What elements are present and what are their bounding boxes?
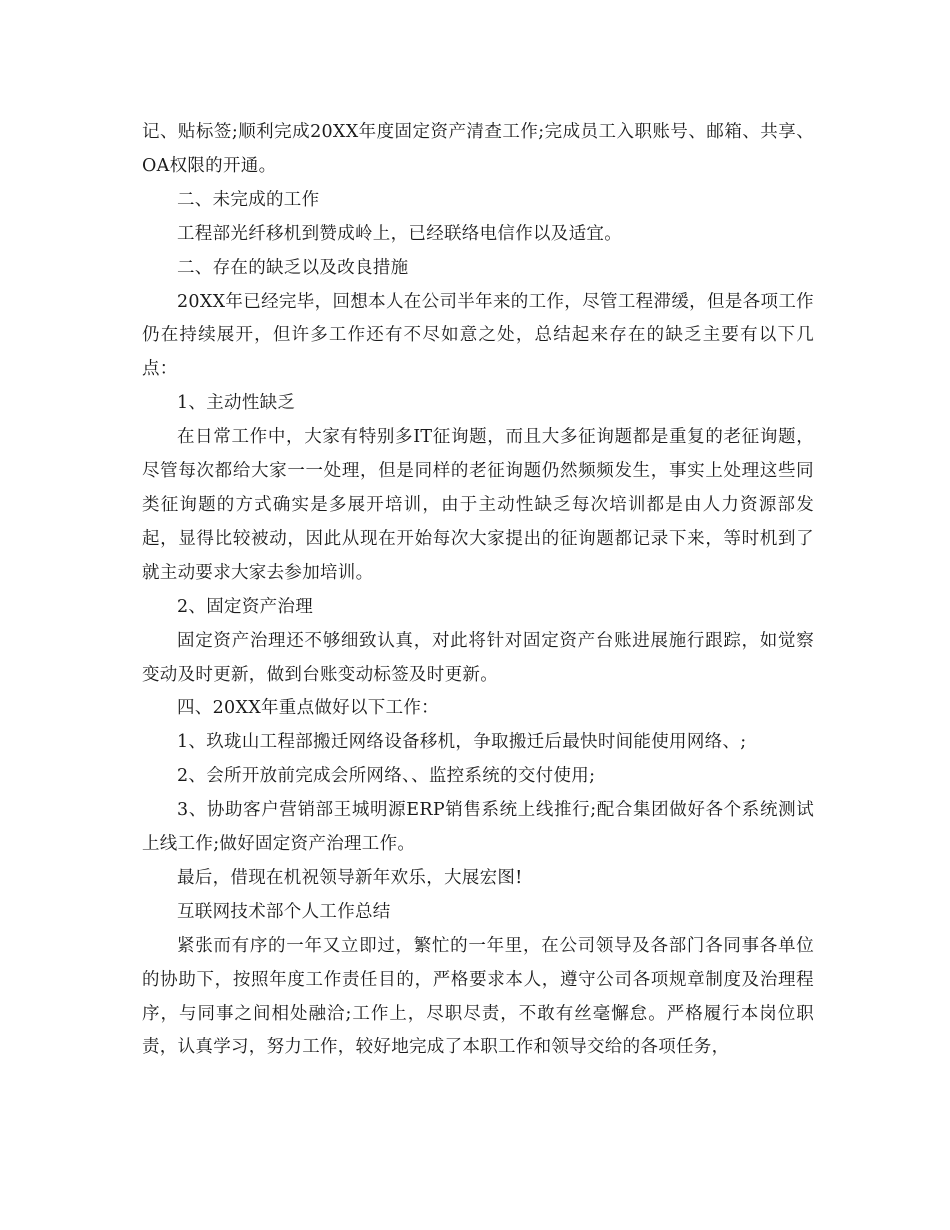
paragraph-1: 记、贴标签;顺利完成20XX年度固定资产清查工作;完成员工入职账号、邮箱、共享、OA权限的开通。: [142, 122, 814, 176]
document-body: [142, 116, 814, 1065]
subheading-fixed-assets: 2、固定资产治理: [177, 596, 314, 617]
section-title: 互联网技术部个人工作总结: [177, 901, 391, 922]
list-item-2: 2、会所开放前完成会所网络、、监控系统的交付使用;: [177, 766, 596, 787]
list-item-3: 3、协助客户营销部王城明源ERP销售系统上线推行;配合集团做好各个系统测试上线工作;做好固定资产治理工作。: [142, 800, 814, 855]
paragraph-6: 紧张而有序的一年又立即过，繁忙的一年里，在公司领导及各部门各同事各单位的协助下，按照年度工作责任目的，严格要求本人，遵守公司各项规章制度及治理程序，与同事之间相处融洽;工作上，尽职尽责，不敢有丝毫懈怠。严格履行本岗位职责，认真学习，努力工作，较好地完成了本职工作和领导交给的各项任务，: [142, 935, 814, 1058]
heading-unfinished-work: 二、未完成的工作: [177, 189, 320, 210]
paragraph-3: 20XX年已经完毕，回想本人在公司半年来的工作，尽管工程滞缓，但是各项工作仍在持续展开，但许多工作还有不尽如意之处，总结起来存在的缺乏主要有以下几点：: [142, 291, 814, 380]
paragraph-5: 固定资产治理还不够细致认真，对此将针对固定资产台账进展施行跟踪，如觉察变动及时更新，做到台账变动标签及时更新。: [142, 630, 814, 685]
paragraph-4: 在日常工作中，大家有特别多IT征询题，而且大多征询题都是重复的老征询题，尽管每次都给大家一一处理，但是同样的老征询题仍然频频发生，事实上处理这些同类征询题的方式确实是多展开培训，由于主动性缺乏每次培训都是由人力资源部发起，显得比较被动，因此从现在开始每次大家提出的征询题都记录下来，等时机到了就主动要求大家去参加培训。: [142, 427, 814, 583]
heading-shortcomings: 二、存在的缺乏以及改良措施: [177, 257, 409, 278]
closing-paragraph: 最后，借现在机祝领导新年欢乐，大展宏图!: [177, 867, 523, 888]
heading-key-work: 四、20XX年重点做好以下工作：: [177, 698, 439, 719]
list-item-1: 1、玖珑山工程部搬迁网络设备移机，争取搬迁后最快时间能使用网络、;: [177, 732, 747, 753]
paragraph-2: 工程部光纤移机到赞成岭上，已经联络电信作以及适宜。: [177, 223, 622, 244]
subheading-initiative: 1、主动性缺乏: [177, 393, 296, 414]
